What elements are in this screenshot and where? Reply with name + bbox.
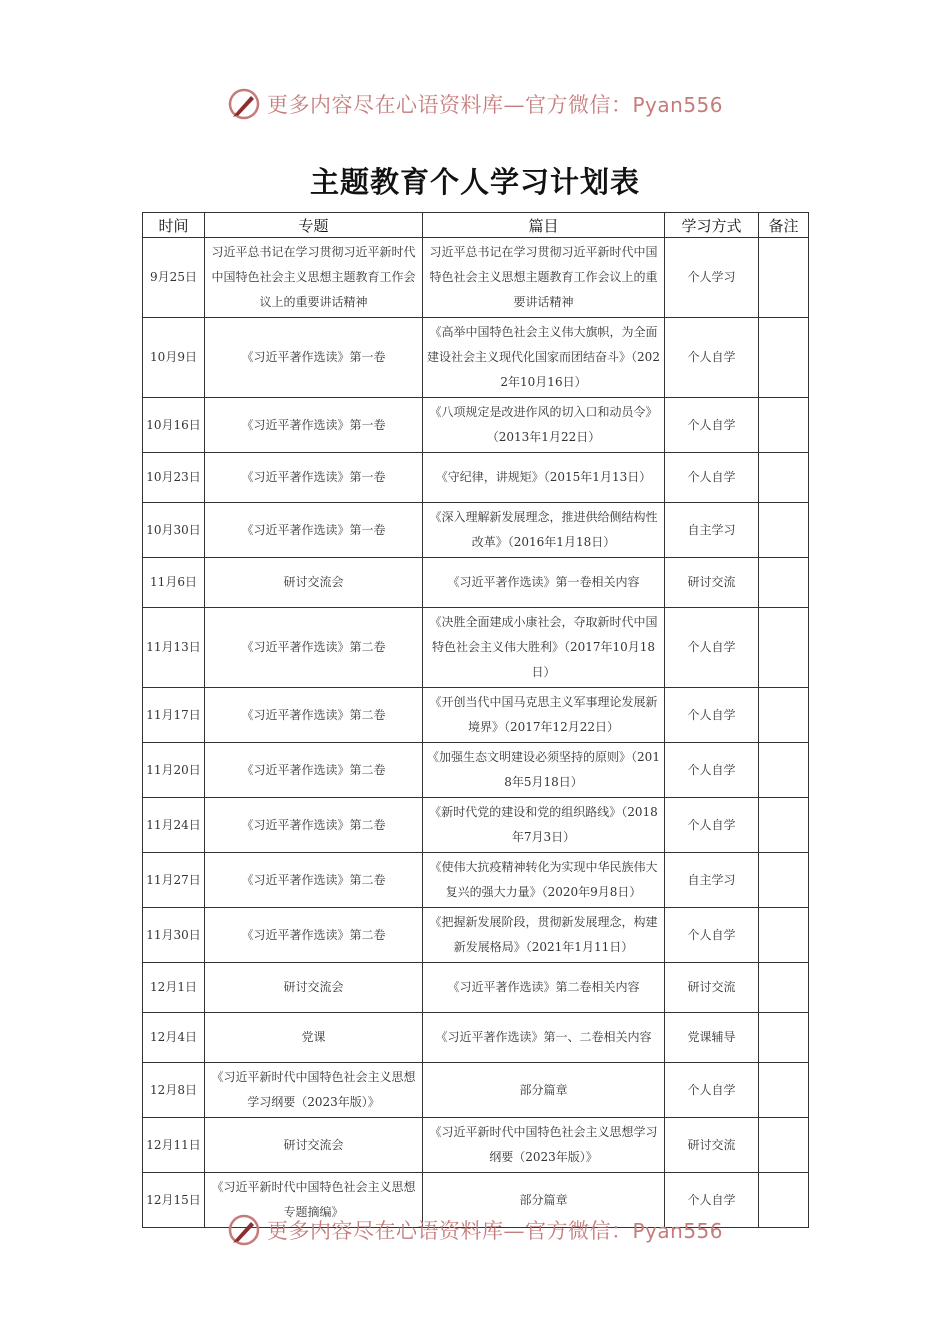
table-row xyxy=(143,1013,809,1063)
note-cell xyxy=(759,1013,809,1063)
header-time: 时间 xyxy=(143,213,205,238)
method-cell: 个人自学 xyxy=(665,1173,759,1228)
header-article: 篇目 xyxy=(423,213,665,238)
note-cell xyxy=(759,1063,809,1118)
table-row xyxy=(143,503,809,558)
note-cell xyxy=(759,743,809,798)
time-cell: 11月6日 xyxy=(143,558,205,608)
table-row xyxy=(143,743,809,798)
time-cell: 10月30日 xyxy=(143,503,205,558)
pen-logo-icon xyxy=(227,87,261,121)
time-cell: 10月23日 xyxy=(143,453,205,503)
topic-cell: 《习近平著作选读》第二卷 xyxy=(205,853,423,908)
note-cell xyxy=(759,963,809,1013)
article-cell: 《习近平著作选读》第二卷相关内容 xyxy=(423,963,665,1013)
table-row xyxy=(143,318,809,398)
article-cell: 习近平总书记在学习贯彻习近平新时代中国特色社会主义思想主题教育工作会议上的重要讲话精神 xyxy=(423,238,665,318)
article-cell: 《习近平著作选读》第一、二卷相关内容 xyxy=(423,1013,665,1063)
time-cell: 11月27日 xyxy=(143,853,205,908)
pen-logo-icon xyxy=(227,1213,261,1247)
study-plan-table xyxy=(142,212,809,1228)
note-cell xyxy=(759,398,809,453)
topic-cell: 《习近平著作选读》第二卷 xyxy=(205,688,423,743)
time-cell: 11月20日 xyxy=(143,743,205,798)
article-cell: 《使伟大抗疫精神转化为实现中华民族伟大复兴的强大力量》（2020年9月8日） xyxy=(423,853,665,908)
article-cell: 《深入理解新发展理念，推进供给侧结构性改革》（2016年1月18日） xyxy=(423,503,665,558)
note-cell xyxy=(759,558,809,608)
article-cell: 《高举中国特色社会主义伟大旗帜，为全面建设社会主义现代化国家而团结奋斗》（2022年10月16日） xyxy=(423,318,665,398)
time-cell: 12月8日 xyxy=(143,1063,205,1118)
table-row xyxy=(143,558,809,608)
method-cell: 党课辅导 xyxy=(665,1013,759,1063)
header-note: 备注 xyxy=(759,213,809,238)
topic-cell: 研讨交流会 xyxy=(205,558,423,608)
topic-cell: 《习近平著作选读》第二卷 xyxy=(205,743,423,798)
method-cell: 个人自学 xyxy=(665,453,759,503)
method-cell: 个人自学 xyxy=(665,743,759,798)
topic-cell: 《习近平著作选读》第二卷 xyxy=(205,608,423,688)
topic-cell: 《习近平著作选读》第二卷 xyxy=(205,908,423,963)
method-cell: 个人自学 xyxy=(665,908,759,963)
note-cell xyxy=(759,1118,809,1173)
topic-cell: 研讨交流会 xyxy=(205,1118,423,1173)
topic-cell: 《习近平著作选读》第一卷 xyxy=(205,503,423,558)
topic-cell: 《习近平著作选读》第一卷 xyxy=(205,398,423,453)
method-cell: 个人自学 xyxy=(665,318,759,398)
table-row xyxy=(143,1118,809,1173)
time-cell: 12月4日 xyxy=(143,1013,205,1063)
note-cell xyxy=(759,798,809,853)
table-row xyxy=(143,398,809,453)
method-cell: 个人自学 xyxy=(665,398,759,453)
topic-cell: 《习近平新时代中国特色社会主义思想学习纲要（2023年版）》 xyxy=(205,1063,423,1118)
time-cell: 9月25日 xyxy=(143,238,205,318)
method-cell: 个人自学 xyxy=(665,688,759,743)
topic-cell: 《习近平新时代中国特色社会主义思想专题摘编》 xyxy=(205,1173,423,1228)
table-row xyxy=(143,908,809,963)
note-cell xyxy=(759,908,809,963)
note-cell xyxy=(759,853,809,908)
time-cell: 11月13日 xyxy=(143,608,205,688)
table-header-row xyxy=(143,213,809,238)
article-cell: 《开创当代中国马克思主义军事理论发展新境界》（2017年12月22日） xyxy=(423,688,665,743)
table-row xyxy=(143,853,809,908)
table-row xyxy=(143,238,809,318)
article-cell: 《决胜全面建成小康社会，夺取新时代中国特色社会主义伟大胜利》（2017年10月18日） xyxy=(423,608,665,688)
topic-cell: 习近平总书记在学习贯彻习近平新时代中国特色社会主义思想主题教育工作会议上的重要讲话精神 xyxy=(205,238,423,318)
method-cell: 研讨交流 xyxy=(665,558,759,608)
table-row xyxy=(143,798,809,853)
note-cell xyxy=(759,608,809,688)
method-cell: 个人自学 xyxy=(665,1063,759,1118)
topic-cell: 《习近平著作选读》第一卷 xyxy=(205,318,423,398)
article-cell: 《习近平新时代中国特色社会主义思想学习纲要（2023年版）》 xyxy=(423,1118,665,1173)
banner-text: 更多内容尽在心语资料库—官方微信：Pyan556 xyxy=(266,1219,723,1243)
table-row xyxy=(143,963,809,1013)
article-cell: 《八项规定是改进作风的切入口和动员令》（2013年1月22日） xyxy=(423,398,665,453)
article-cell: 《加强生态文明建设必须坚持的原则》（2018年5月18日） xyxy=(423,743,665,798)
table-row xyxy=(143,688,809,743)
time-cell: 11月24日 xyxy=(143,798,205,853)
topic-cell: 研讨交流会 xyxy=(205,963,423,1013)
table-row xyxy=(143,453,809,503)
note-cell xyxy=(759,453,809,503)
time-cell: 12月15日 xyxy=(143,1173,205,1228)
table-row xyxy=(143,608,809,688)
article-cell: 《守纪律，讲规矩》（2015年1月13日） xyxy=(423,453,665,503)
method-cell: 研讨交流 xyxy=(665,1118,759,1173)
topic-cell: 《习近平著作选读》第二卷 xyxy=(205,798,423,853)
page-title: 主题教育个人学习计划表 xyxy=(309,165,640,199)
topic-cell: 党课 xyxy=(205,1013,423,1063)
time-cell: 11月17日 xyxy=(143,688,205,743)
method-cell: 个人自学 xyxy=(665,798,759,853)
article-cell: 《把握新发展阶段，贯彻新发展理念，构建新发展格局》（2021年1月11日） xyxy=(423,908,665,963)
time-cell: 11月30日 xyxy=(143,908,205,963)
header-method: 学习方式 xyxy=(665,213,759,238)
note-cell xyxy=(759,503,809,558)
note-cell xyxy=(759,318,809,398)
article-cell: 部分篇章 xyxy=(423,1173,665,1228)
article-cell: 《新时代党的建设和党的组织路线》（2018年7月3日） xyxy=(423,798,665,853)
table-row xyxy=(143,1063,809,1118)
time-cell: 12月1日 xyxy=(143,963,205,1013)
method-cell: 个人自学 xyxy=(665,608,759,688)
topic-cell: 《习近平著作选读》第一卷 xyxy=(205,453,423,503)
watermark-banner-bottom xyxy=(0,1210,950,1250)
time-cell: 12月11日 xyxy=(143,1118,205,1173)
article-cell: 《习近平著作选读》第一卷相关内容 xyxy=(423,558,665,608)
method-cell: 个人学习 xyxy=(665,238,759,318)
note-cell xyxy=(759,238,809,318)
method-cell: 自主学习 xyxy=(665,853,759,908)
method-cell: 自主学习 xyxy=(665,503,759,558)
method-cell: 研讨交流 xyxy=(665,963,759,1013)
watermark-banner-top xyxy=(0,84,950,124)
note-cell xyxy=(759,688,809,743)
article-cell: 部分篇章 xyxy=(423,1063,665,1118)
banner-text: 更多内容尽在心语资料库—官方微信：Pyan556 xyxy=(266,93,723,117)
time-cell: 10月16日 xyxy=(143,398,205,453)
time-cell: 10月9日 xyxy=(143,318,205,398)
header-topic: 专题 xyxy=(205,213,423,238)
